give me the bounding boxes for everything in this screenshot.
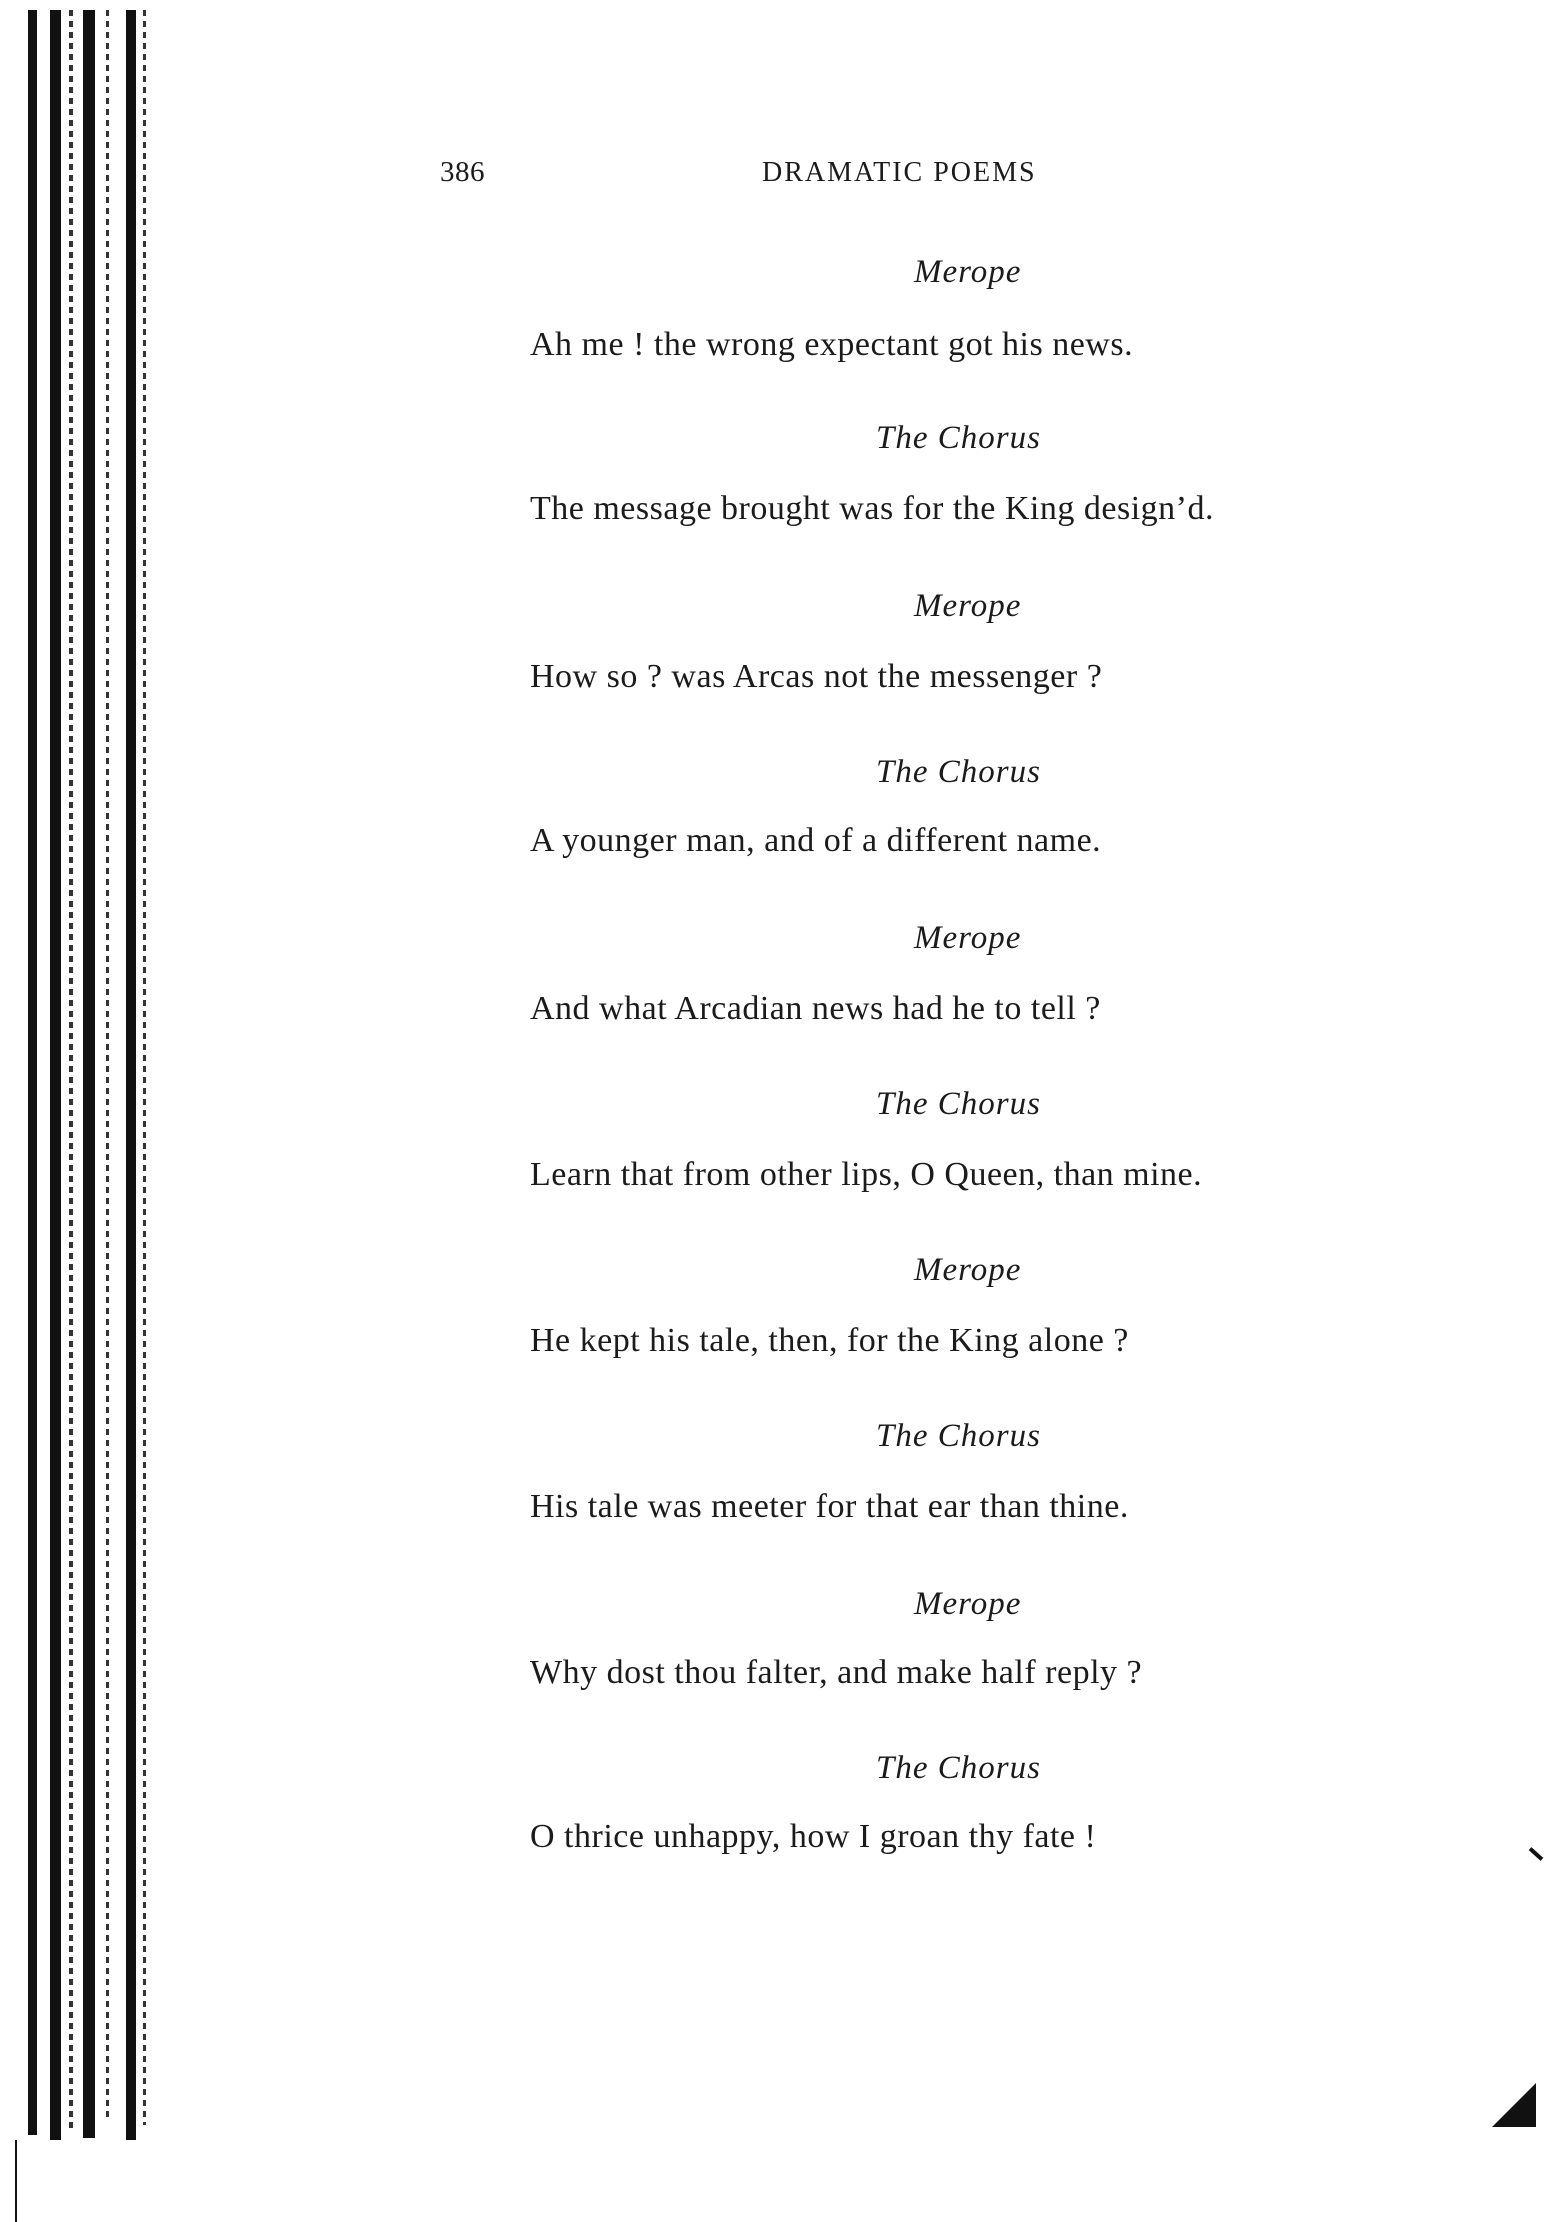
scan-edge-line bbox=[15, 2140, 17, 2222]
verse-line: Ah me ! the wrong expectant got his news. bbox=[530, 326, 1134, 363]
speaker-label: Merope bbox=[914, 920, 1022, 956]
verse-line: He kept his tale, then, for the King alone ? bbox=[530, 1322, 1129, 1359]
verse-line: And what Arcadian news had he to tell ? bbox=[530, 990, 1101, 1027]
speaker-label: The Chorus bbox=[876, 1750, 1041, 1786]
verse-line: His tale was meeter for that ear than thine. bbox=[530, 1488, 1129, 1525]
speaker-label: The Chorus bbox=[876, 1086, 1041, 1122]
verse-line: O thrice unhappy, how I groan thy fate ! bbox=[530, 1818, 1097, 1855]
running-head: DRAMATIC POEMS bbox=[762, 157, 1037, 188]
verse-line: The message brought was for the King design’d. bbox=[530, 490, 1214, 527]
scan-corner-mark bbox=[1492, 2083, 1536, 2127]
speaker-label: Merope bbox=[914, 1586, 1022, 1622]
verse-line: Learn that from other lips, O Queen, than mine. bbox=[530, 1156, 1203, 1193]
speaker-label: The Chorus bbox=[876, 754, 1041, 790]
page-number: 386 bbox=[440, 156, 485, 188]
verse-line: A younger man, and of a different name. bbox=[530, 822, 1102, 859]
speaker-label: The Chorus bbox=[876, 1418, 1041, 1454]
verse-line: Why dost thou falter, and make half reply ? bbox=[530, 1654, 1143, 1691]
scanned-binding-edge bbox=[28, 10, 153, 2140]
speaker-label: Merope bbox=[914, 1252, 1022, 1288]
speaker-label: Merope bbox=[914, 254, 1022, 290]
speaker-label: The Chorus bbox=[876, 420, 1041, 456]
verse-line: How so ? was Arcas not the messenger ? bbox=[530, 658, 1103, 695]
speaker-label: Merope bbox=[914, 588, 1022, 624]
scan-speck bbox=[1529, 1847, 1544, 1861]
